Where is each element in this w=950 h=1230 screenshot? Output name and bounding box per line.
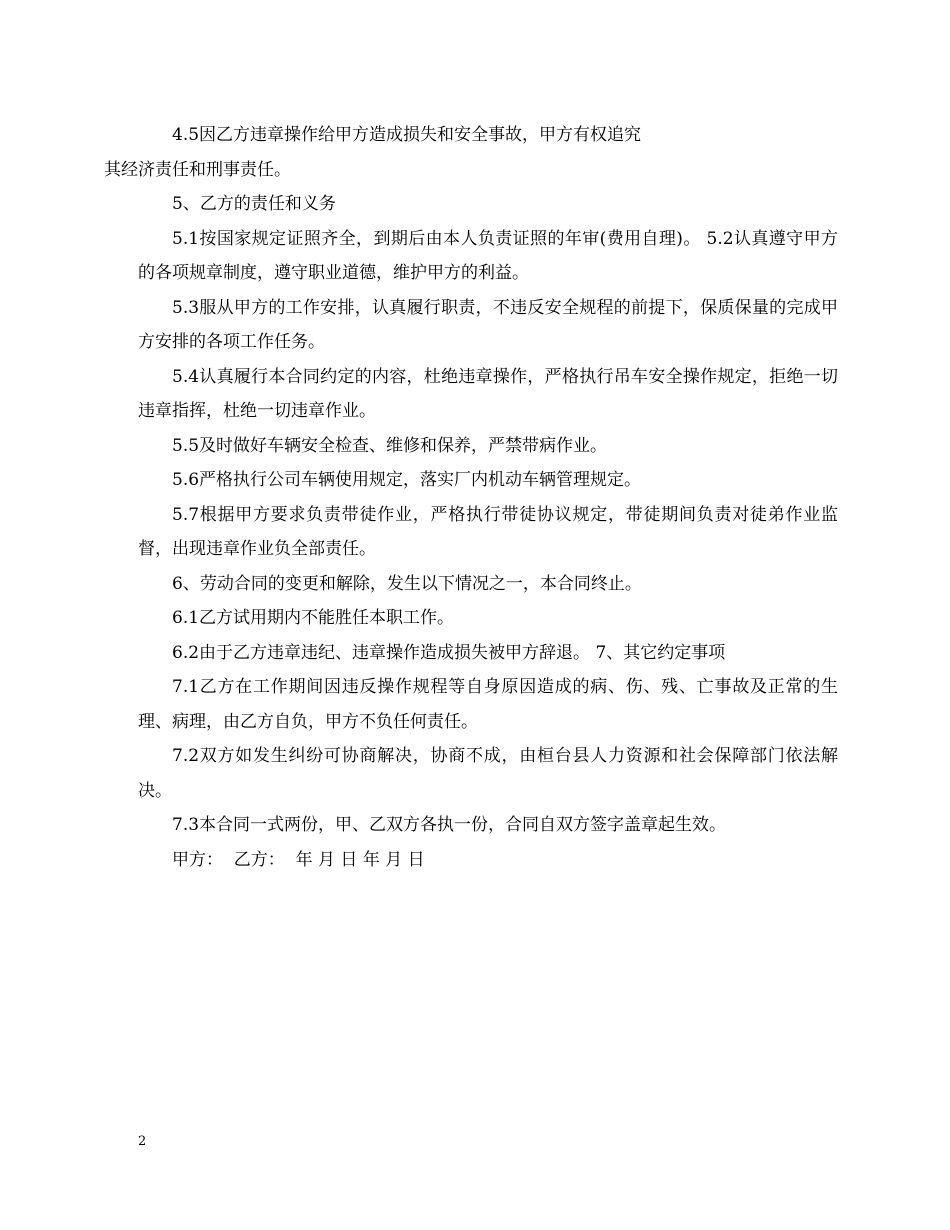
contract-body (104, 118, 838, 877)
section-6-heading: 6、劳动合同的变更和解除，发生以下情况之一，本合同终止。 (172, 573, 642, 594)
clause-4-5 (104, 118, 838, 187)
clause-5-3: 5.3服从甲方的工作安排，认真履行职责，不违反安全规程的前提下，保质保量的完成甲方安排的各项工作任务。 (138, 297, 838, 352)
clause-6-1: 6.1乙方试用期内不能胜任本职工作。 (172, 608, 455, 628)
clause-7-2: 7.2双方如发生纠纷可协商解决，协商不成，由桓台县人力资源和社会保障部门依法解决。 (138, 746, 838, 801)
clause-5-7: 5.7根据甲方要求负责带徒作业，严格执行带徒协议规定，带徒期间负责对徒弟作业监督，出现违章作业负全部责任。 (138, 504, 838, 559)
section-5-heading: 5、乙方的责任和义务 (172, 194, 336, 214)
signature-line: 甲方： 乙方： 年 月 日 年 月 日 (172, 849, 425, 870)
clause-5-6: 5.6严格执行公司车辆使用规定，落实厂内机动车辆管理规定。 (172, 470, 642, 490)
page-number: 2 (138, 1134, 147, 1149)
clause-4-5-line-2: 其经济责任和刑事责任。 (104, 159, 291, 180)
clause-6-2: 6.2由于乙方违章违纪、违章操作造成损失被甲方辞退。 7、其它约定事项 (172, 642, 726, 663)
clause-7-1: 7.1乙方在工作期间因违反操作规程等自身原因造成的病、伤、残、亡事故及正常的生理、病理，由乙方自负，甲方不负任何责任。 (138, 677, 838, 732)
clause-7-3: 7.3本合同一式两份，甲、乙双方各执一份，合同自双方签字盖章起生效。 (172, 815, 727, 835)
clause-4-5-line-1: 4.5因乙方违章操作给甲方造成损失和安全事故，甲方有权追究 (172, 125, 642, 145)
clause-5-1: 5.1按国家规定证照齐全，到期后由本人负责证照的年审(费用自理)。 5.2认真遵守甲方的各项规章制度，遵守职业道德，维护甲方的利益。 (138, 228, 838, 283)
clause-5-5: 5.5及时做好车辆安全检查、维修和保养，严禁带病作业。 (172, 435, 608, 456)
clause-5-4: 5.4认真履行本合同约定的内容，杜绝违章操作，严格执行吊车安全操作规定，拒绝一切违章指挥，杜绝一切违章作业。 (138, 366, 838, 421)
